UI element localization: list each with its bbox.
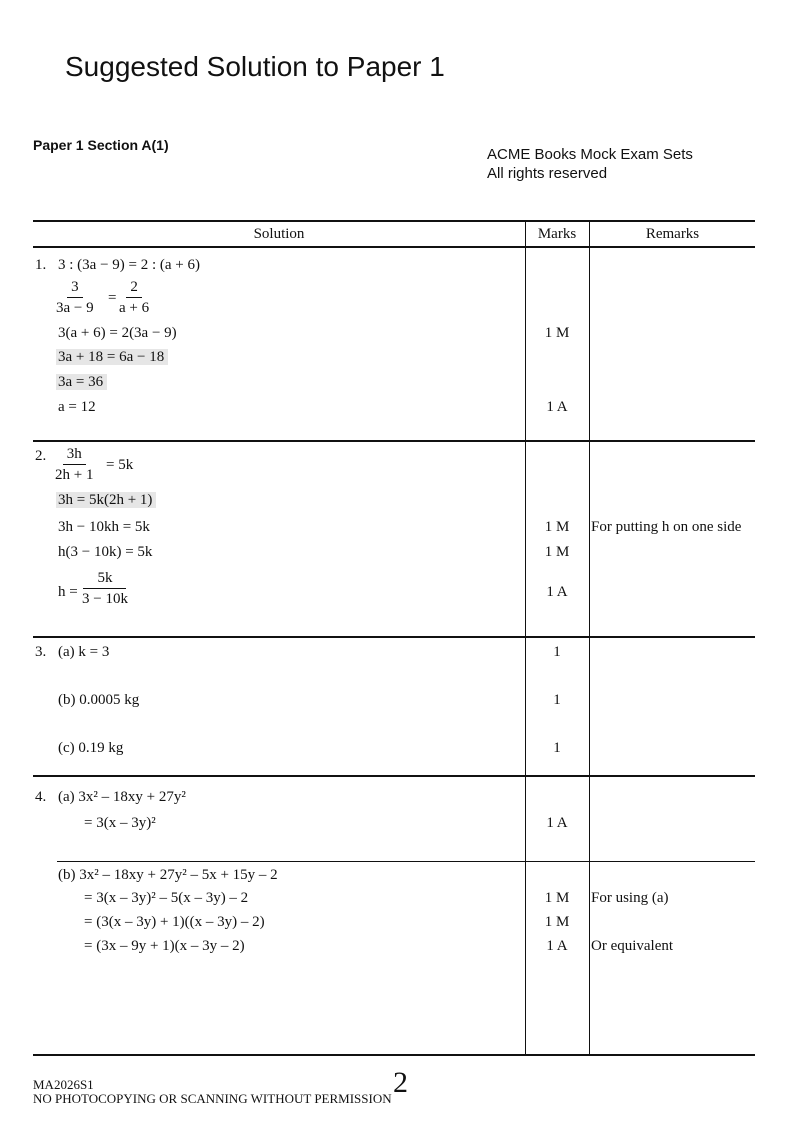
solution-line: (a) k = 3 [58,644,110,660]
solution-line: 3(a + 6) = 2(3a − 9) [58,325,177,341]
equals-sign: = [108,290,117,306]
solution-line-highlighted: 3a + 18 = 6a − 18 [56,349,168,365]
section-heading: Paper 1 Section A(1) [33,137,169,153]
mark: 1 M [544,890,570,906]
solution-line: (b) 0.0005 kg [58,692,140,708]
solution-line-highlighted: 3h = 5k(2h + 1) [56,492,156,508]
remark: Or equivalent [591,938,674,954]
mark: 1 A [546,584,568,600]
row-divider [33,775,755,777]
mark: 1 M [544,914,570,930]
solution-line: = 3(x – 3y)² – 5(x – 3y) – 2 [84,890,249,906]
solution-text: = 5k [106,457,134,473]
solution-line: (b) 3x² – 18xy + 27y² – 5x + 15y – 2 [58,867,278,883]
mark: 1 [553,692,561,708]
footer-notice: NO PHOTOCOPYING OR SCANNING WITHOUT PERMISSION [33,1091,392,1106]
header-rule [33,246,755,248]
solution-line: = (3(x – 3y) + 1)((x – 3y) – 2) [84,914,265,930]
column-divider [589,220,590,1056]
mark: 1 M [544,325,570,341]
solution-line: (c) 0.19 kg [58,740,124,756]
solution-line: = (3x – 9y + 1)(x – 3y – 2) [84,938,245,954]
page-title: Suggested Solution to Paper 1 [65,51,445,82]
solution-line: (a) 3x² – 18xy + 27y² [58,789,186,805]
solution-line: 3h − 10kh = 5k [58,519,150,535]
table-top-rule [33,220,755,222]
row-divider [33,636,755,638]
question-number: 1. [35,257,47,273]
footer-code: MA2026S1 [33,1077,94,1092]
fraction: $\frac{2}{a + 6}$ [119,279,150,316]
solution-line: = 3(x – 3y)² [84,815,156,831]
solution-line-highlighted: 3a = 36 [56,374,107,390]
publisher-line2: All rights reserved [487,165,608,182]
question-number: 2. [35,448,47,464]
remark: For using (a) [591,890,669,906]
solution-line: h(3 − 10k) = 5k [58,544,153,560]
fraction: $\frac{5k}{3 - 10k}$ [82,570,128,607]
mark: 1 [553,644,561,660]
mark: 1 A [546,815,568,831]
question-number: 4. [35,789,47,805]
table-bottom-rule [33,1054,755,1056]
mark: 1 M [544,544,570,560]
header-solution: Solution [253,226,305,242]
fraction: $\frac{3h}{2h + 1}$ [55,446,94,483]
mark: 1 A [546,399,568,415]
mark: 1 [553,740,561,756]
solution-text: h = [58,584,78,600]
publisher-line1: ACME Books Mock Exam Sets [487,146,693,163]
subpart-divider [57,861,755,862]
remark: For putting h on one side [591,519,742,535]
solution-line: a = 12 [58,399,96,415]
solution-line: 3 : (3a − 9) = 2 : (a + 6) [58,257,201,273]
header-remarks: Remarks [645,226,700,242]
mark: 1 M [544,519,570,535]
row-divider [33,440,755,442]
question-number: 3. [35,644,47,660]
page-number: 2 [393,1066,408,1099]
fraction: $\frac{3}{3a - 9}$ [56,279,94,316]
header-marks: Marks [537,226,577,242]
mark: 1 A [546,938,568,954]
